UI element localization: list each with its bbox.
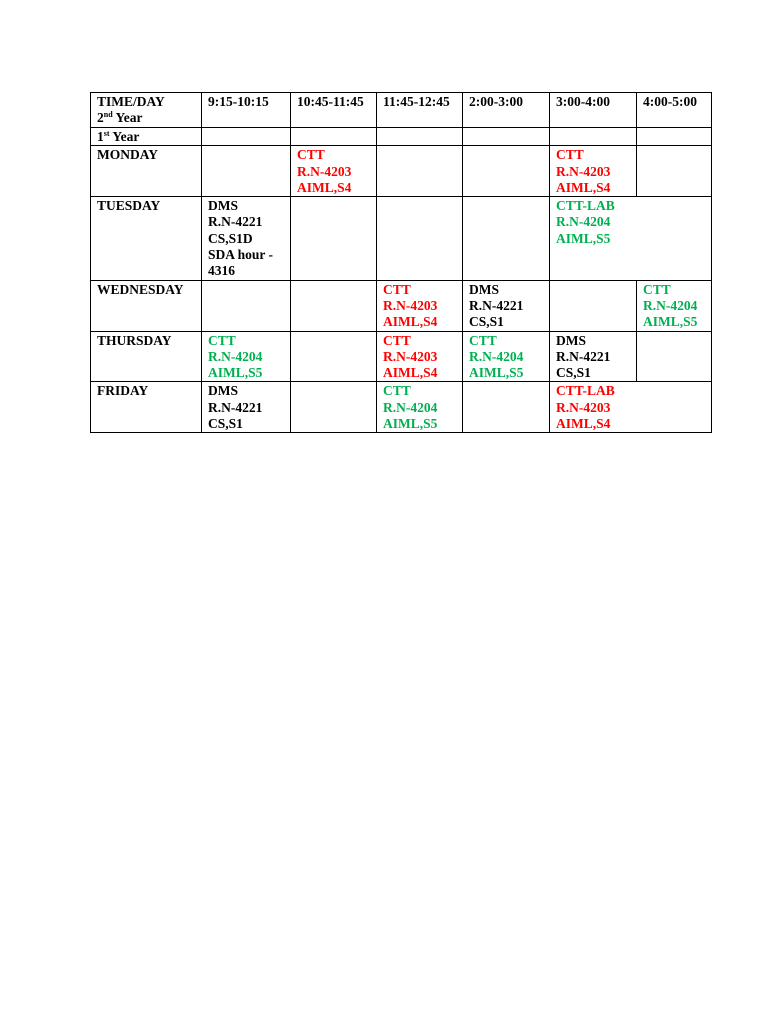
class-entry-line: CTT xyxy=(643,281,671,297)
class-entry-line: R.N-4221 xyxy=(556,348,611,364)
class-entry-line: AIML,S4 xyxy=(556,179,611,195)
class-entry-line: R.N-4204 xyxy=(469,348,524,364)
class-entry-line: AIML,S4 xyxy=(383,365,438,381)
empty-cell xyxy=(637,146,712,197)
empty-cell xyxy=(291,382,377,433)
class-entry-cell xyxy=(377,280,463,331)
empty-cell xyxy=(291,197,377,280)
day-label: THURSDAY xyxy=(91,331,202,382)
class-entry-line: AIML,S5 xyxy=(208,365,263,381)
class-entry-line: CTT xyxy=(383,383,411,399)
class-entry-cell xyxy=(637,280,712,331)
class-entry-line: AIML,S5 xyxy=(383,416,438,432)
class-entry-line: SDA hour - xyxy=(208,247,274,263)
slot-header: 11:45-12:45 xyxy=(377,93,463,128)
class-entry-line: AIML,S5 xyxy=(556,230,611,246)
first-year-row xyxy=(91,128,712,146)
day-label: WEDNESDAY xyxy=(91,280,202,331)
day-label: MONDAY xyxy=(91,146,202,197)
class-entry-line: R.N-4203 xyxy=(556,163,611,179)
empty-cell xyxy=(377,146,463,197)
first-year-cell xyxy=(91,128,202,146)
empty-cell xyxy=(202,280,291,331)
class-entry-cell xyxy=(463,331,550,382)
class-entry-cell xyxy=(550,331,637,382)
class-entry-line: CTT-LAB xyxy=(556,383,615,399)
slot-header: 9:15-10:15 xyxy=(202,93,291,128)
slot-header: 2:00-3:00 xyxy=(463,93,550,128)
class-entry-line: AIML,S5 xyxy=(643,314,698,330)
empty-cell xyxy=(463,382,550,433)
timetable xyxy=(90,92,712,433)
class-entry-line: R.N-4204 xyxy=(383,399,438,415)
header-row xyxy=(91,93,712,128)
class-entry-line: R.N-4203 xyxy=(383,297,438,313)
class-entry-line: CS,S1 xyxy=(469,314,504,330)
class-entry-line: AIML,S4 xyxy=(383,314,438,330)
class-entry-line: CTT xyxy=(383,332,411,348)
header-time-day-cell xyxy=(91,93,202,128)
class-entry-cell xyxy=(202,382,291,433)
class-entry-line: R.N-4203 xyxy=(383,348,438,364)
empty-cell xyxy=(637,128,712,146)
class-entry-line: DMS xyxy=(208,383,238,399)
empty-cell xyxy=(463,128,550,146)
class-entry-line: R.N-4203 xyxy=(297,163,352,179)
class-entry-cell xyxy=(463,280,550,331)
class-entry-line: CS,S1 xyxy=(208,416,243,432)
day-label: FRIDAY xyxy=(91,382,202,433)
empty-cell xyxy=(377,128,463,146)
time-day-label: TIME/DAY xyxy=(97,94,165,109)
class-entry-line: R.N-4221 xyxy=(208,399,263,415)
class-entry-line: CTT xyxy=(297,147,325,163)
class-entry-line: R.N-4203 xyxy=(556,399,611,415)
class-entry-cell xyxy=(202,331,291,382)
class-entry-line: DMS xyxy=(469,281,499,297)
day-row-tuesday xyxy=(91,197,712,280)
class-entry-line: R.N-4221 xyxy=(208,214,263,230)
empty-cell xyxy=(463,146,550,197)
class-entry-line: R.N-4204 xyxy=(556,214,611,230)
class-entry-cell xyxy=(291,146,377,197)
class-entry-line: R.N-4221 xyxy=(469,297,524,313)
class-entry-line: 4316 xyxy=(208,263,235,279)
class-entry-cell xyxy=(202,197,291,280)
first-year-label: 1st Year xyxy=(97,129,140,144)
slot-header: 3:00-4:00 xyxy=(550,93,637,128)
class-entry-line: CS,S1 xyxy=(556,365,591,381)
empty-cell xyxy=(291,128,377,146)
class-entry-line: CTT xyxy=(383,281,411,297)
empty-cell xyxy=(291,280,377,331)
empty-cell xyxy=(202,128,291,146)
class-entry-line: AIML,S4 xyxy=(297,179,352,195)
day-row-wednesday xyxy=(91,280,712,331)
class-entry-line: CTT xyxy=(208,332,236,348)
day-row-monday xyxy=(91,146,712,197)
class-entry-line: DMS xyxy=(556,332,586,348)
class-entry-line: R.N-4204 xyxy=(643,297,698,313)
class-entry-cell xyxy=(377,331,463,382)
empty-cell xyxy=(202,146,291,197)
day-label: TUESDAY xyxy=(91,197,202,280)
empty-cell xyxy=(291,331,377,382)
class-entry-cell xyxy=(550,382,712,433)
slot-header: 10:45-11:45 xyxy=(291,93,377,128)
empty-cell xyxy=(637,331,712,382)
empty-cell xyxy=(377,197,463,280)
class-entry-line: DMS xyxy=(208,198,238,214)
second-year-label: 2nd Year xyxy=(97,110,143,126)
class-entry-line: CTT-LAB xyxy=(556,198,615,214)
class-entry-cell xyxy=(550,197,712,280)
class-entry-line: R.N-4204 xyxy=(208,348,263,364)
class-entry-cell xyxy=(377,382,463,433)
day-row-friday xyxy=(91,382,712,433)
class-entry-line: AIML,S4 xyxy=(556,416,611,432)
empty-cell xyxy=(550,280,637,331)
slot-header: 4:00-5:00 xyxy=(637,93,712,128)
class-entry-line: CS,S1D xyxy=(208,230,253,246)
class-entry-cell xyxy=(550,146,637,197)
empty-cell xyxy=(463,197,550,280)
class-entry-line: AIML,S5 xyxy=(469,365,524,381)
empty-cell xyxy=(550,128,637,146)
class-entry-line: CTT xyxy=(469,332,497,348)
day-row-thursday xyxy=(91,331,712,382)
class-entry-line: CTT xyxy=(556,147,584,163)
